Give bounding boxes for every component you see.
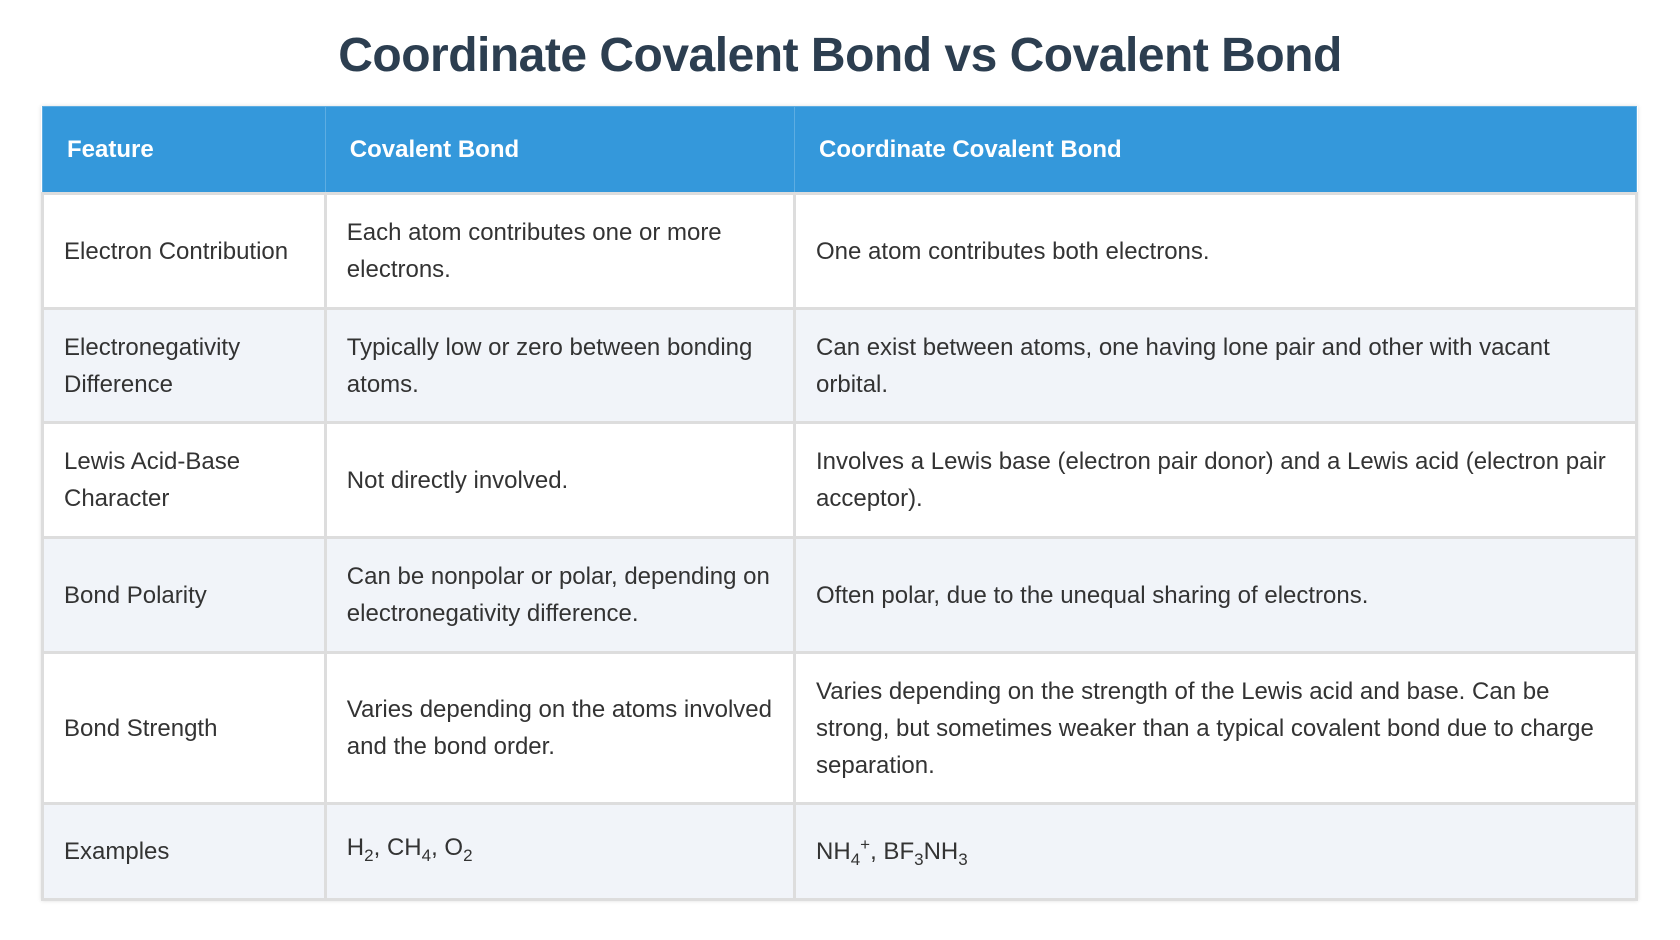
feature-cell: Examples (43, 804, 326, 900)
covalent-cell: Not directly involved. (325, 423, 794, 538)
covalent-cell: Varies depending on the atoms involved and the bond order. (325, 653, 794, 804)
formula-subscript: 4 (850, 849, 861, 869)
feature-cell: Bond Strength (43, 653, 326, 804)
table-row (43, 423, 1637, 538)
covalent-cell: Each atom contributes one or more electrons. (325, 194, 794, 309)
table-row (43, 538, 1637, 653)
coordinate-cell: Often polar, due to the unequal sharing of electrons. (795, 538, 1637, 653)
formula-subscript: 4 (421, 845, 432, 865)
coordinate-cell: Varies depending on the strength of the Lewis acid and base. Can be strong, but sometimes weaker than a typical covalent bond due to charge separation. (795, 653, 1637, 804)
table-row (43, 194, 1637, 309)
feature-cell: Electron Contribution (43, 194, 326, 309)
feature-cell: Electronegativity Difference (43, 309, 326, 423)
table-row (43, 653, 1637, 804)
formula-text: NH (816, 837, 851, 865)
header-feature: Feature (43, 107, 326, 194)
coordinate-cell: One atom contributes both electrons. (795, 194, 1637, 309)
formula-subscript: 3 (958, 849, 968, 869)
covalent-examples-cell (325, 804, 794, 900)
comparison-table (41, 106, 1638, 901)
table-header-row (43, 107, 1637, 194)
formula-text: , CH (373, 834, 422, 862)
formula-subscript: 2 (364, 845, 374, 865)
table-row (43, 309, 1637, 423)
page-title: Coordinate Covalent Bond vs Covalent Bond (338, 29, 1342, 82)
coordinate-examples-cell (795, 804, 1637, 900)
covalent-cell: Can be nonpolar or polar, depending on electronegativity difference. (325, 538, 794, 653)
formula-text: , O (431, 834, 464, 862)
table-row (43, 804, 1637, 900)
feature-cell: Lewis Acid-Base Character (43, 423, 326, 538)
feature-cell: Bond Polarity (43, 538, 326, 653)
formula-subscript: 3 (914, 849, 924, 869)
coordinate-cell: Involves a Lewis base (electron pair donor) and a Lewis acid (electron pair acceptor). (795, 423, 1637, 538)
header-covalent-bond: Covalent Bond (325, 107, 794, 194)
header-coordinate-covalent-bond: Coordinate Covalent Bond (795, 107, 1637, 194)
coordinate-cell: Can exist between atoms, one having lone pair and other with vacant orbital. (795, 309, 1637, 423)
formula-text: , BF (870, 837, 915, 865)
formula-subscript: 2 (463, 845, 473, 865)
covalent-cell: Typically low or zero between bonding atoms. (325, 309, 794, 423)
formula-text: H (346, 834, 365, 862)
formula-superscript: + (860, 834, 871, 854)
formula-text: NH (923, 837, 959, 865)
